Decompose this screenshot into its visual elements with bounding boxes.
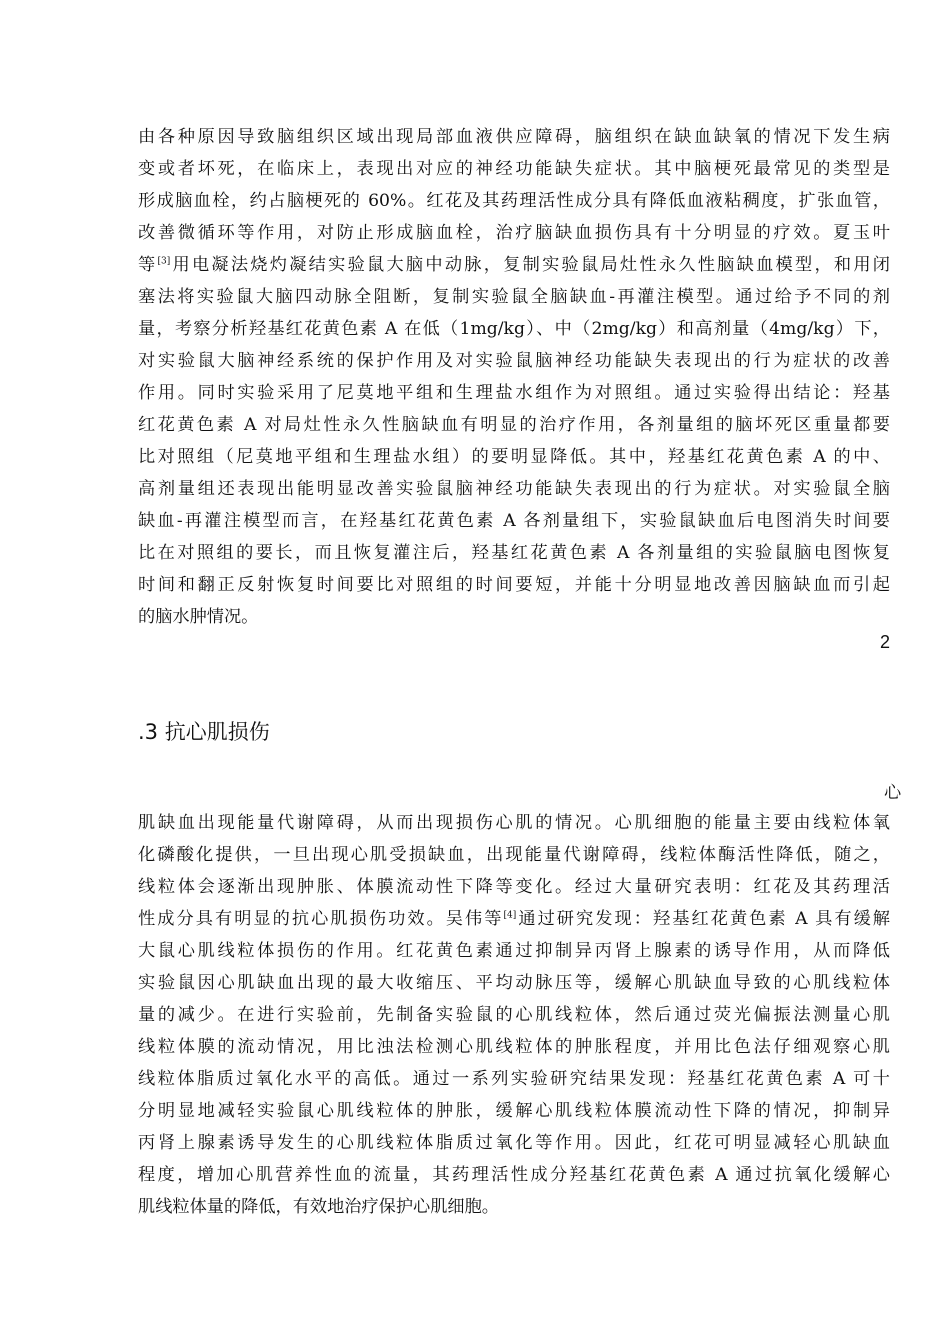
text-line: 形成脑血栓，约占脑梗死的 60%。红花及其药理活性成分具有降低血液粘稠度，扩张血管，	[138, 191, 890, 211]
text-line	[138, 250, 890, 280]
text-line: 比在对照组的要长，而且恢复灌注后，羟基红花黄色素 A 各剂量组的实验鼠脑电图恢复	[138, 543, 890, 563]
text-line: 作用。同时实验采用了尼莫地平组和生理盐水组作为对照组。通过实验得出结论：羟基	[138, 383, 890, 403]
text-line: 红花黄色素 A 对局灶性永久性脑缺血有明显的治疗作用，各剂量组的脑坏死区重量都要	[138, 415, 890, 435]
citation-ref: [4]	[503, 910, 517, 921]
text-line: 分明显地减轻实验鼠心肌线粒体的肿胀，缓解心肌线粒体膜流动性下降的情况，抑制异	[138, 1101, 890, 1121]
text-segment: 用电凝法烧灼凝结实验鼠大脑中动脉，复制实验鼠局灶性永久性脑缺血模型，和用闭	[170, 255, 890, 275]
text-segment: 性成分具有明显的抗心肌损伤功效。吴伟等	[138, 909, 504, 929]
text-line: 化磷酸化提供，一旦出现心肌受损缺血，出现能量代谢障碍，线粒体酶活性降低，随之，	[138, 845, 890, 865]
text-line: 改善微循环等作用，对防止形成脑血栓，治疗脑缺血损伤具有十分明显的疗效。夏玉叶	[138, 223, 890, 243]
text-segment: 通过研究发现：羟基红花黄色素 A 具有缓解	[516, 909, 890, 929]
text-line: 大鼠心肌线粒体损伤的作用。红花黄色素通过抑制异丙肾上腺素的诱导作用，从而降低	[138, 941, 890, 961]
text-line: 由各种原因导致脑组织区域出现局部血液供应障碍，脑组织在缺血缺氧的情况下发生病	[138, 127, 890, 147]
text-line: 丙肾上腺素诱导发生的心肌线粒体脂质过氧化等作用。因此，红花可明显减轻心肌缺血	[138, 1133, 890, 1153]
text-line: 量，考察分析羟基红花黄色素 A 在低（1mg/kg）、中（2mg/kg）和高剂量（4mg/kg）下，	[138, 319, 890, 339]
text-line: 变或者坏死，在临床上，表现出对应的神经功能缺失症状。其中脑梗死最常见的类型是	[138, 159, 890, 179]
text-line: 肌线粒体量的降低，有效地治疗保护心肌细胞。	[138, 1197, 499, 1217]
text-line: 塞法将实验鼠大脑四动脉全阻断，复制实验鼠全脑缺血-再灌注模型。通过给予不同的剂	[138, 287, 890, 307]
text-line: 线粒体膜的流动情况，用比浊法检测心肌线粒体的肿胀程度，并用比色法仔细观察心肌	[138, 1037, 890, 1057]
section-heading: .3 抗心肌损伤	[138, 720, 270, 744]
text-line: 量的减少。在进行实验前，先制备实验鼠的心肌线粒体，然后通过荧光偏振法测量心肌	[138, 1005, 890, 1025]
text-line: 对实验鼠大脑神经系统的保护作用及对实验鼠脑神经功能缺失表现出的行为症状的改善	[138, 351, 890, 371]
text-line: 比对照组（尼莫地平组和生理盐水组）的要明显降低。其中，羟基红花黄色素 A 的中、	[138, 447, 890, 467]
text-line: 程度，增加心肌营养性血的流量，其药理活性成分羟基红花黄色素 A 通过抗氧化缓解心	[138, 1165, 890, 1185]
stray-character: 心	[884, 783, 902, 803]
citation-ref: [3]	[157, 256, 171, 267]
text-line: 实验鼠因心肌缺血出现的最大收缩压、平均动脉压等，缓解心肌缺血导致的心肌线粒体	[138, 973, 890, 993]
text-line: 肌缺血出现能量代谢障碍，从而出现损伤心肌的情况。心肌细胞的能量主要由线粒体氧	[138, 813, 890, 833]
text-line: 缺血-再灌注模型而言，在羟基红花黄色素 A 各剂量组下，实验鼠缺血后电图消失时间要	[138, 511, 890, 531]
text-line: 线粒体会逐渐出现肿胀、体膜流动性下降等变化。经过大量研究表明：红花及其药理活	[138, 877, 890, 897]
text-line	[138, 904, 890, 934]
text-line: 高剂量组还表现出能明显改善实验鼠脑神经功能缺失表现出的行为症状。对实验鼠全脑	[138, 479, 890, 499]
text-line: 的脑水肿情况。	[138, 607, 259, 627]
page-number: 2	[880, 632, 891, 652]
text-line: 线粒体脂质过氧化水平的高低。通过一系列实验研究结果发现：羟基红花黄色素 A 可十	[138, 1069, 890, 1089]
text-segment: 等	[138, 255, 158, 275]
text-line: 时间和翻正反射恢复时间要比对照组的时间要短，并能十分明显地改善因脑缺血而引起	[138, 575, 890, 595]
